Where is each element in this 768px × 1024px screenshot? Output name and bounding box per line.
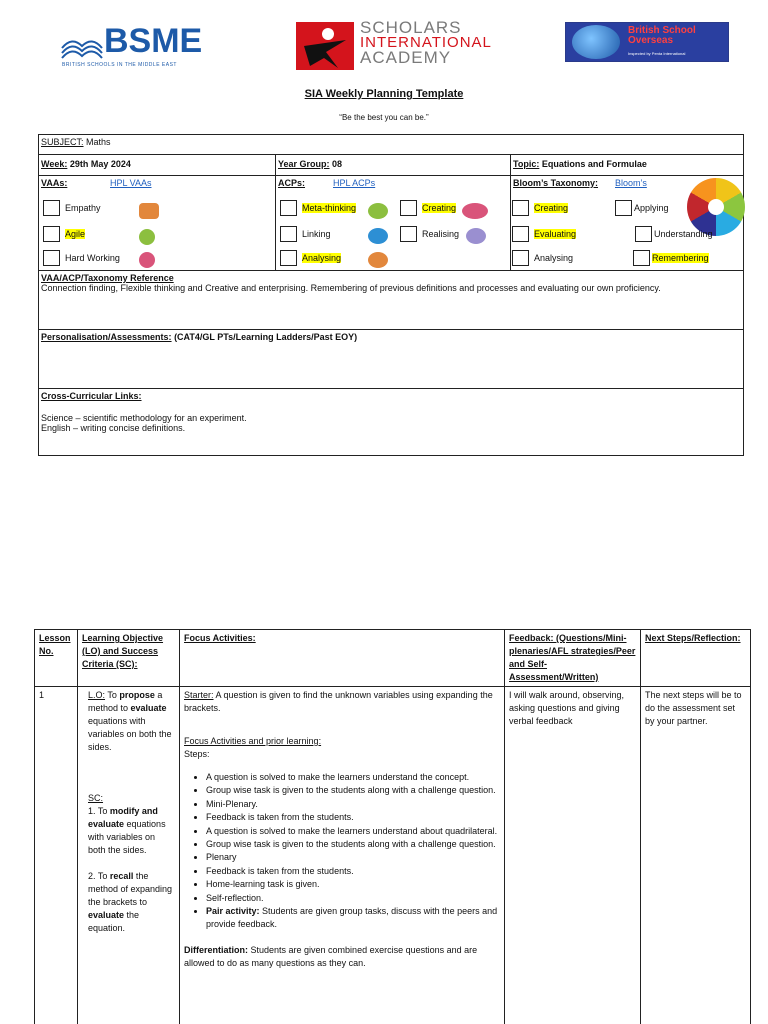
cross-line2: English – writing concise definitions.	[41, 423, 186, 433]
creating-acp-label: Creating	[422, 203, 457, 213]
reference-text: Connection finding, Flexible thinking and Creative and enterprising. Remembering of previous definitions and processes and evaluating our own proficiency.	[41, 283, 661, 293]
feedback-cell: I will walk around, observing, asking questions and giving verbal feedback	[505, 687, 641, 1024]
steps-label: Steps:	[184, 749, 210, 759]
lo-text-e: equations with variables on both the sides.	[88, 716, 172, 752]
planning-header-table	[38, 134, 744, 456]
lo-label: L.O:	[88, 690, 106, 700]
remembering-checkbox[interactable]	[633, 250, 650, 266]
topic-label: Topic:	[513, 159, 540, 169]
header-learning-objective: Learning Objective (LO) and Success Criteria (SC):	[78, 630, 180, 687]
blooms-label: Bloom’s Taxonomy:	[513, 178, 599, 188]
analysing-acp-label: Analysing	[302, 253, 342, 263]
focus-cell	[180, 687, 505, 1024]
header-logos	[0, 18, 768, 78]
personalisation-heading: Personalisation/Assessments:	[41, 332, 172, 342]
cross-line1: Science – scientific methodology for an experiment.	[41, 413, 247, 423]
bsme-logo	[60, 22, 216, 74]
runner-icon	[139, 229, 155, 245]
sia-line3: ACADEMY	[360, 48, 452, 67]
subject-value: Maths	[83, 137, 111, 147]
sc1-text-c: equations with variables on both the sides.	[88, 819, 166, 855]
year-group-value: 08	[329, 159, 343, 169]
acps-link[interactable]: HPL ACPs	[333, 178, 376, 188]
sia-logo	[296, 18, 492, 76]
list-item: • Plenary	[206, 851, 500, 864]
sia-line2: INTERNATIONAL	[360, 34, 492, 51]
bsme-wordmark: BSME	[104, 22, 203, 60]
list-item-pair-activity	[206, 905, 500, 932]
week-row	[39, 155, 743, 176]
reference-row	[39, 271, 743, 330]
worker-icon	[139, 252, 155, 268]
list-item: • Feedback is taken from the students.	[206, 811, 500, 824]
creating-acp-checkbox[interactable]	[400, 200, 417, 216]
header-next-steps: Next Steps/Reflection:	[641, 630, 751, 687]
analysing-blooms-checkbox[interactable]	[512, 250, 529, 266]
pair-label: Pair activity:	[206, 906, 260, 917]
starter-label: Starter:	[184, 690, 214, 700]
sc2-text-c: the method of expanding the brackets to	[88, 871, 173, 907]
link-icon	[368, 228, 388, 244]
blooms-link[interactable]: Bloom’s	[615, 178, 647, 188]
lo-text-d: evaluate	[130, 703, 167, 713]
list-item: • Group wise task is given to the students along with a challenge question.	[206, 784, 500, 797]
meta-thinking-checkbox[interactable]	[280, 200, 297, 216]
hard-working-label: Hard Working	[65, 253, 120, 263]
agile-checkbox[interactable]	[43, 226, 60, 242]
pair-text: Students are given group tasks, discuss with the peers and provide feedback.	[206, 906, 498, 930]
applying-label: Applying	[634, 203, 669, 213]
subject-label: SUBJECT:	[41, 137, 84, 147]
sc2-text-e: the equation.	[88, 910, 140, 933]
list-item: • A question is solved to make the learners understand the concept.	[206, 771, 500, 784]
empathy-label: Empathy	[65, 203, 101, 213]
speech-bubble-icon	[139, 203, 159, 219]
acps-label: ACPs:	[278, 178, 306, 188]
sc2-text-a: 2. To	[88, 871, 110, 881]
week-label: Week:	[41, 159, 68, 169]
understanding-checkbox[interactable]	[635, 226, 652, 242]
realising-label: Realising	[422, 229, 460, 239]
evaluating-label: Evaluating	[534, 229, 577, 239]
sc2-text-d: evaluate	[88, 910, 125, 920]
linking-checkbox[interactable]	[280, 226, 297, 242]
list-item: • Group wise task is given to the students along with a challenge question.	[206, 838, 500, 851]
week-value: 29th May 2024	[67, 159, 131, 169]
sia-emblem-icon	[296, 22, 354, 70]
list-item: • Mini-Plenary.	[206, 798, 500, 811]
list-item: • A question is solved to make the learners understand about quadrilateral.	[206, 825, 500, 838]
lesson-table-header	[35, 630, 751, 687]
evaluating-checkbox[interactable]	[512, 226, 529, 242]
table-row	[35, 687, 751, 1024]
empathy-checkbox[interactable]	[43, 200, 60, 216]
year-group-label: Year Group:	[278, 159, 330, 169]
cross-curricular-row	[39, 389, 743, 455]
brain-icon	[462, 203, 488, 219]
cross-heading: Cross-Curricular Links:	[41, 391, 142, 401]
understanding-label: Understanding	[654, 229, 713, 239]
steps-list	[206, 771, 500, 932]
differentiation-label: Differentiation:	[184, 944, 248, 955]
topic-value: Equations and Formulae	[539, 159, 647, 169]
lesson-table	[34, 629, 751, 1024]
bso-logo	[565, 22, 729, 62]
header-lesson-no: Lesson No.	[35, 630, 78, 687]
realising-checkbox[interactable]	[400, 226, 417, 242]
analysing-acp-checkbox[interactable]	[280, 250, 297, 266]
reference-heading: VAA/ACP/Taxonomy Reference	[41, 273, 174, 283]
list-item: • Home-learning task is given.	[206, 878, 500, 891]
book-icon	[60, 26, 104, 60]
next-steps-cell: The next steps will be to do the assessment set by your partner.	[641, 687, 751, 1024]
magnifier-icon	[368, 252, 388, 268]
sc1-text-b: modify and evaluate	[88, 806, 158, 829]
bso-line2: Overseas	[628, 35, 674, 46]
bso-line1: British School	[628, 25, 696, 36]
agile-label: Agile	[65, 229, 86, 239]
list-item: • Feedback is taken from the students.	[206, 865, 500, 878]
personalisation-row	[39, 330, 743, 389]
key-icon	[466, 228, 486, 244]
vaas-link[interactable]: HPL VAAs	[110, 178, 152, 188]
bso-line3: Inspected by Penta International	[628, 51, 686, 56]
subject-row	[39, 135, 743, 155]
lo-cell	[78, 687, 180, 1024]
applying-checkbox[interactable]	[615, 200, 632, 216]
header-focus-activities: Focus Activities:	[180, 630, 505, 687]
lesson-number: 1	[35, 687, 78, 1024]
sc-label: SC:	[88, 793, 104, 803]
sc1-text-a: 1. To	[88, 806, 110, 816]
remembering-label: Remembering	[652, 253, 709, 263]
differentiation-text: Students are given combined exercise questions and are allowed to do as many questions as they can.	[184, 944, 478, 968]
analysing-blooms-label: Analysing	[534, 253, 574, 263]
list-item: • Self-reflection.	[206, 892, 500, 905]
bsme-subtitle: BRITISH SCHOOLS IN THE MIDDLE EAST	[62, 62, 177, 68]
page-title: SIA Weekly Planning Template	[304, 88, 464, 100]
sia-line1: SCHOLARS	[360, 18, 462, 37]
meta-thinking-label: Meta-thinking	[302, 203, 357, 213]
creating-blooms-checkbox[interactable]	[512, 200, 529, 216]
globe-icon	[572, 25, 620, 59]
vaa-acp-blooms-row	[39, 176, 743, 271]
personalisation-rest: (CAT4/GL PTs/Learning Ladders/Past EOY)	[171, 332, 358, 342]
lo-text-c: a method to	[88, 690, 163, 713]
sc2-text-b: recall	[109, 871, 134, 881]
linking-label: Linking	[302, 229, 331, 239]
puzzle-icon	[368, 203, 388, 219]
starter-text: A question is given to find the unknown variables using expanding the brackets.	[184, 690, 493, 713]
hard-working-checkbox[interactable]	[43, 250, 60, 266]
lo-text-a: To	[105, 690, 120, 700]
vaas-label: VAAs:	[41, 178, 68, 188]
header-feedback: Feedback: (Questions/Mini-plenaries/AFL strategies/Peer and Self-Assessment/Written)	[505, 630, 641, 687]
creating-blooms-label: Creating	[534, 203, 569, 213]
lo-text-b: propose	[119, 690, 155, 700]
motto: “Be the best you can be.”	[339, 113, 429, 122]
focus-label: Focus Activities and prior learning:	[184, 736, 322, 746]
